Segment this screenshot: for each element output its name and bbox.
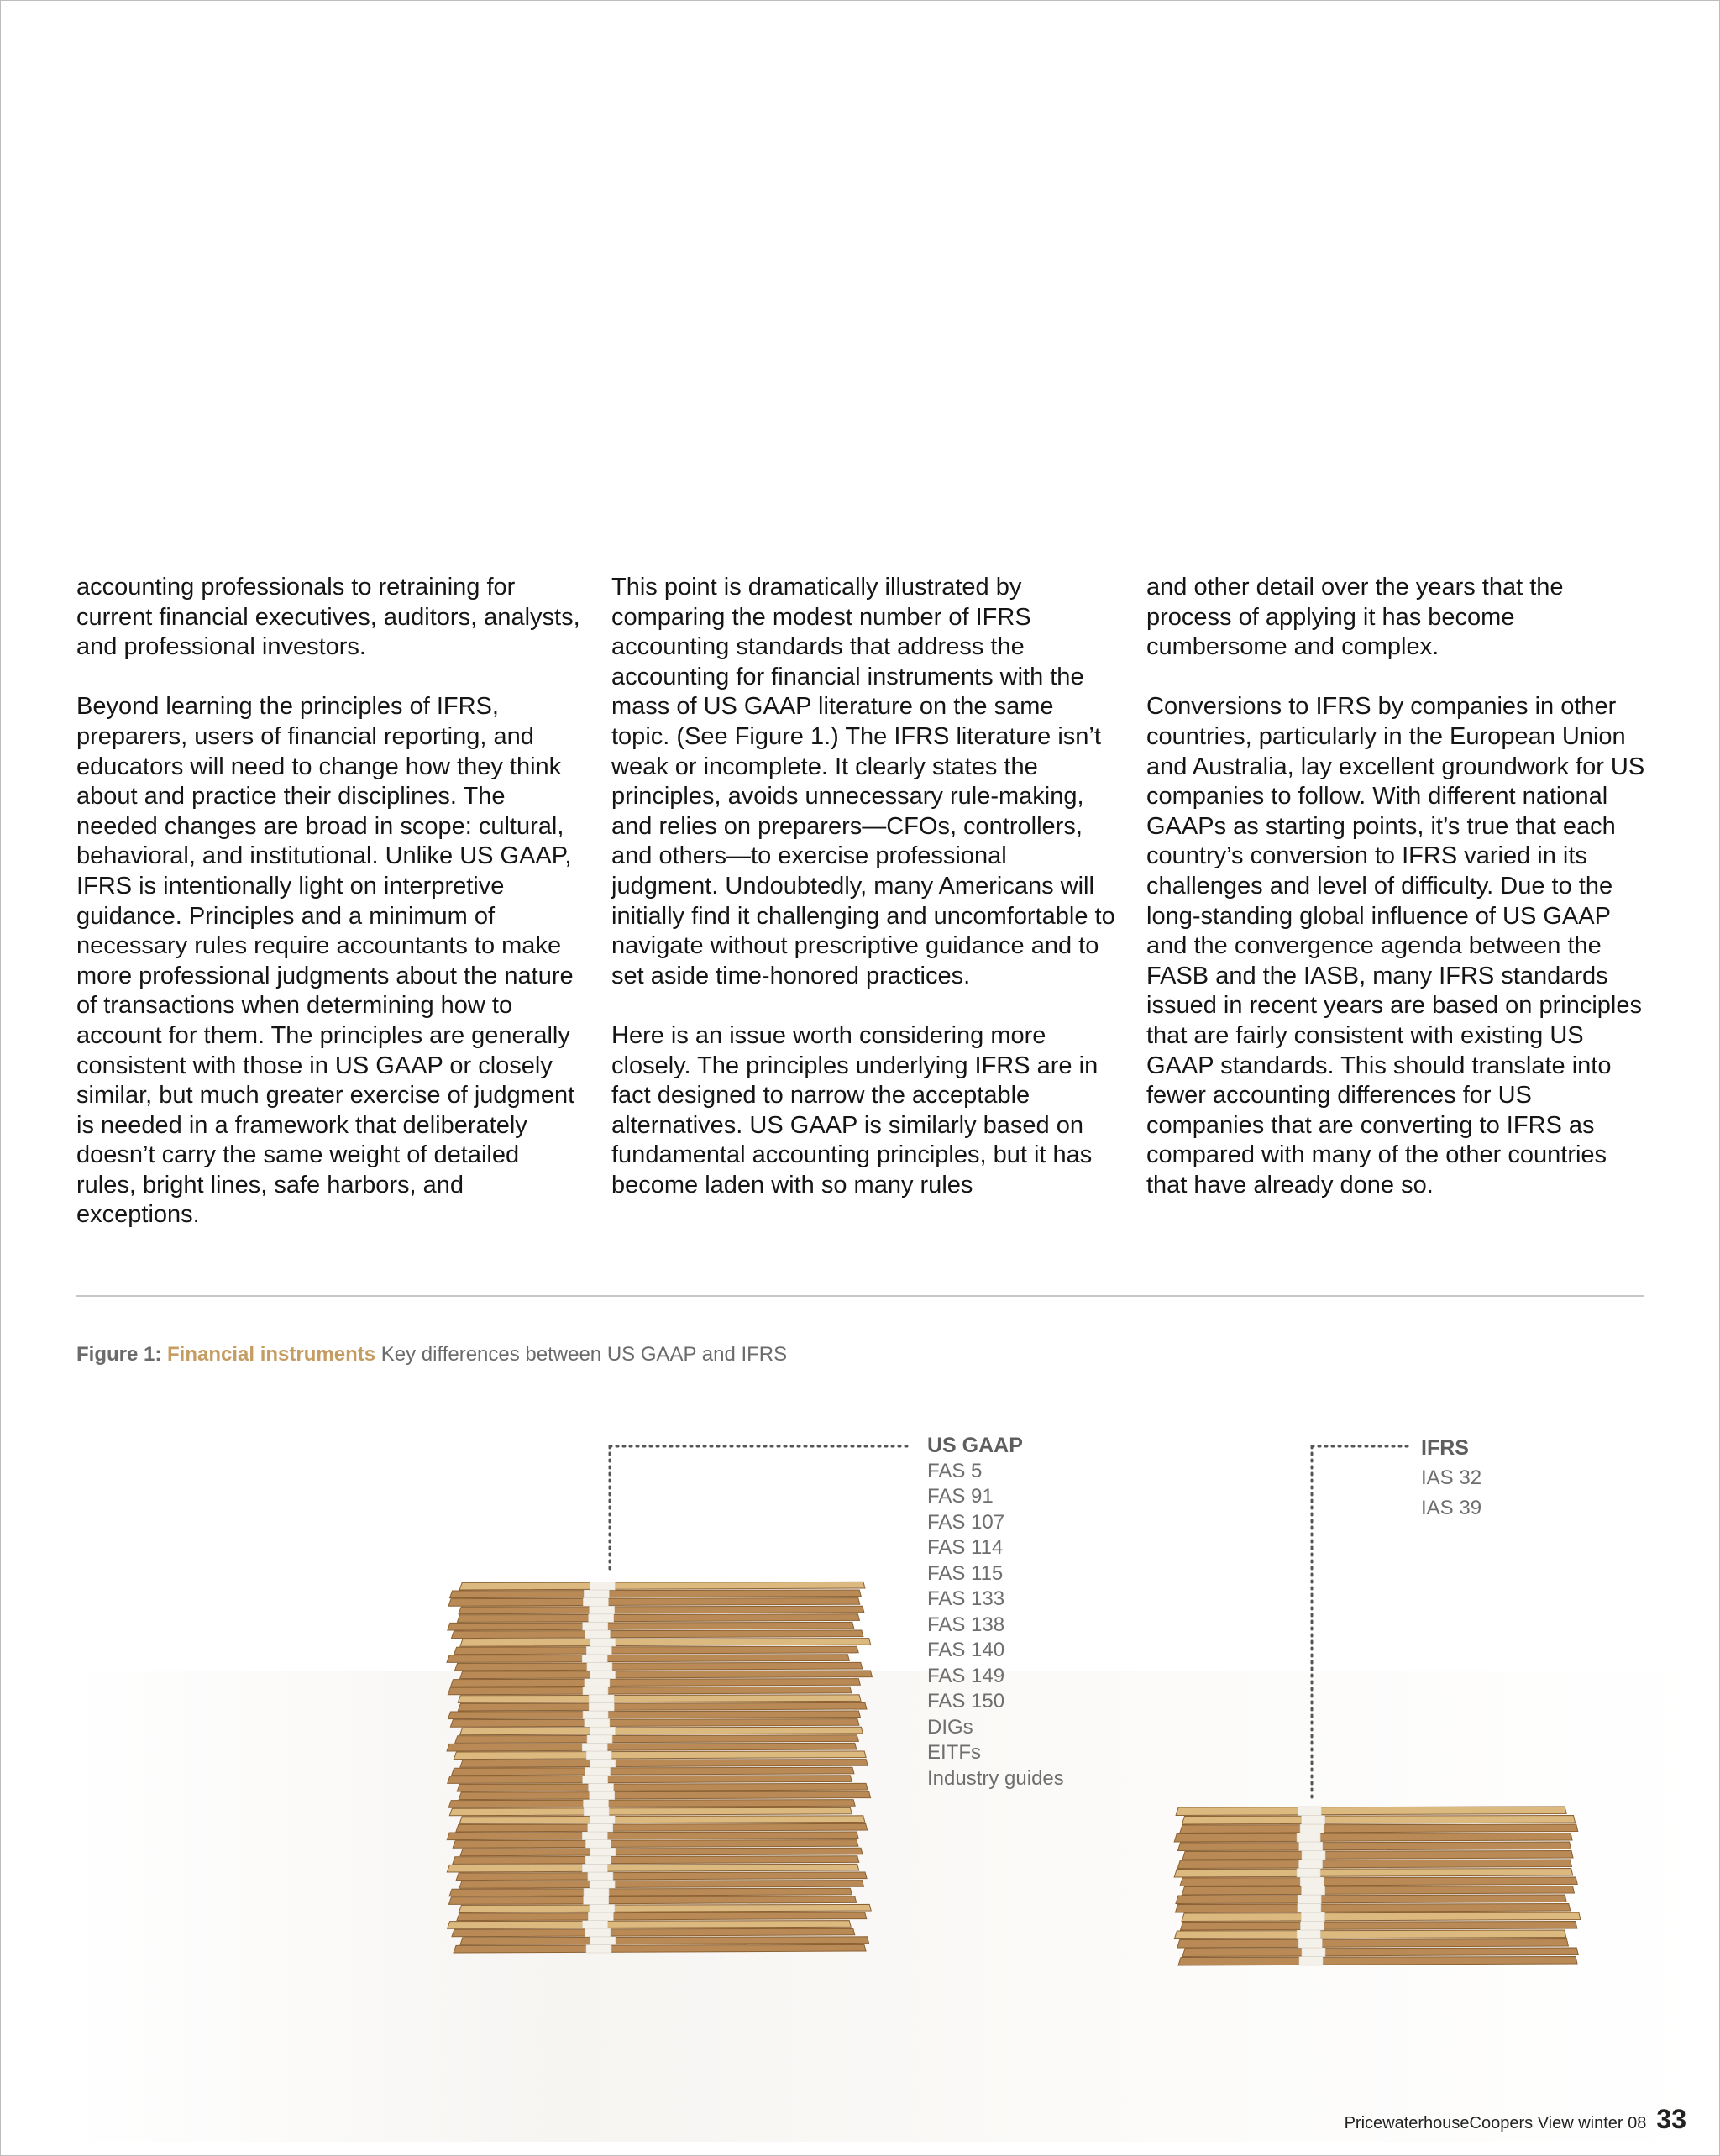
folder-layer [447, 1655, 849, 1663]
folder-layer [448, 1622, 854, 1630]
binding-band-segment [583, 1711, 608, 1719]
ifrs-leader-line [1293, 1428, 1419, 1806]
binding-band-segment [585, 1856, 611, 1865]
publication-name: PricewaterhouseCoopers View winter 08 [1344, 2114, 1647, 2132]
binding-band-segment [1302, 1851, 1325, 1860]
binding-band-segment [585, 1679, 610, 1687]
binding-band-segment [1302, 1816, 1325, 1825]
folder-layer [459, 1791, 870, 1800]
us-gaap-item: FAS 114 [927, 1536, 1004, 1559]
binding-band-segment [1298, 1895, 1321, 1904]
binding-band-segment [582, 1832, 607, 1840]
figure-label: Figure 1: [76, 1343, 162, 1366]
binding-band-segment [584, 1807, 609, 1816]
binding-band-segment [1300, 1877, 1324, 1886]
ifrs-standards-list [1421, 1433, 1481, 1524]
us-gaap-item: FAS 149 [927, 1664, 1005, 1687]
column-3-paragraph-1: and other detail over the years that the process of applying it has become cumbersome and complex. [1146, 574, 1564, 661]
binding-band-segment [1298, 1904, 1321, 1913]
us-gaap-item: FAS 107 [927, 1510, 1005, 1534]
folder-layer [1182, 1912, 1581, 1922]
folder-layer [459, 1582, 865, 1590]
folder-layer [448, 1896, 856, 1905]
binding-band-segment [590, 1671, 616, 1679]
folder-layer [449, 1807, 852, 1816]
us-gaap-item: FAS 150 [927, 1690, 1005, 1713]
folder-layer [1177, 1860, 1571, 1869]
folder-layer [447, 1743, 857, 1751]
us-gaap-item: DIGs [927, 1715, 973, 1739]
binding-band-segment [585, 1630, 610, 1639]
folder-layer [1174, 1833, 1572, 1843]
binding-band-segment [590, 1904, 615, 1912]
binding-band-segment [588, 1912, 613, 1921]
us-gaap-item: FAS 5 [927, 1459, 983, 1482]
binding-band-segment [589, 1702, 614, 1711]
page-footer [1345, 2104, 1686, 2135]
us-gaap-item: FAS 91 [927, 1485, 994, 1508]
binding-band-segment [1299, 1957, 1323, 1966]
folder-layer [460, 1671, 873, 1679]
binding-band-segment [589, 1614, 614, 1623]
folder-layer [448, 1921, 852, 1929]
us-gaap-item: FAS 133 [927, 1587, 1005, 1610]
binding-band-segment [583, 1622, 608, 1630]
folder-layer [453, 1856, 859, 1865]
binding-band-segment [590, 1582, 615, 1590]
us-gaap-title: US GAAP [927, 1434, 1023, 1457]
folder-layer [1178, 1957, 1577, 1966]
folder-layer [460, 1760, 868, 1768]
folder-layer [1174, 1869, 1573, 1878]
binding-band-segment [582, 1743, 607, 1751]
folder-layer [1176, 1807, 1566, 1816]
section-divider [76, 1295, 1644, 1297]
text-column-2 [611, 573, 1115, 1230]
us-gaap-item: FAS 115 [927, 1561, 1004, 1585]
binding-band-segment [1297, 1930, 1320, 1939]
folder-layer [451, 1679, 861, 1687]
binding-band-segment [590, 1791, 615, 1800]
binding-band-segment [586, 1751, 611, 1760]
us-gaap-item: Industry guides [927, 1766, 1064, 1790]
binding-band-segment [589, 1783, 614, 1791]
folder-layer [1177, 1939, 1569, 1949]
binding-band-segment [590, 1760, 616, 1768]
binding-band-segment [1300, 1824, 1324, 1833]
ifrs-title: IFRS [1421, 1436, 1469, 1460]
us-gaap-standards-list [927, 1433, 1064, 1791]
binding-band-segment [583, 1776, 608, 1784]
binding-band-segment [588, 1823, 613, 1832]
binding-band-segment [586, 1646, 611, 1655]
folder-layer [1177, 1842, 1571, 1851]
folder-layer [460, 1848, 863, 1856]
ifrs-item: IAS 39 [1421, 1497, 1482, 1519]
binding-band-segment [585, 1767, 611, 1776]
column-3-paragraph-2: Conversions to IFRS by companies in other countries, particularly in the European Union and Australia, lay excellent groundwork for US companies to follow. With different national GAAPs as starting points, it’s true that each country’s conversion to IFRS varied in its challenges and level of difficulty. Due to the long-standing global influence of US GAAP and the convergence agenda between the FASB and the IASB, many IFRS standards issued in recent years are based on principles that are fairly consistent with existing US GAAP standards. This should translate into fewer accounting differences for US companies that are converting to IFRS as compared with many of the other countries that have already done so. [1146, 693, 1645, 1199]
folder-layer [448, 1711, 860, 1719]
binding-band-segment [1299, 1860, 1323, 1869]
binding-band-segment [582, 1655, 607, 1663]
folder-layer [448, 1776, 852, 1784]
binding-band-segment [1297, 1833, 1320, 1843]
folder-layer [459, 1904, 871, 1912]
folder-layer [457, 1783, 868, 1791]
binding-band-segment [583, 1921, 608, 1929]
folder-layer [447, 1832, 858, 1840]
folder-layer [459, 1606, 864, 1614]
folder-layer [1180, 1922, 1576, 1931]
folder-layer [460, 1727, 863, 1735]
figure-caption [76, 1343, 787, 1367]
binding-band-segment [1301, 1912, 1324, 1922]
folder-layer [1182, 1948, 1578, 1957]
binding-band-segment [583, 1687, 608, 1695]
binding-band-segment [1298, 1807, 1321, 1816]
ifrs-item: IAS 32 [1421, 1466, 1482, 1489]
binding-band-segment [590, 1727, 616, 1735]
page-number: 33 [1656, 2104, 1686, 2134]
binding-band-segment [589, 1695, 614, 1703]
binding-band-segment [590, 1881, 615, 1889]
ifrs-folder-stack [1172, 1793, 1592, 1974]
column-2-paragraph-2: Here is an issue worth considering more closely. The principles underlying IFRS are in fact designed to narrow the acceptable alternatives. US GAAP is similarly based on fundamental accounting principles, but it has become laden with so many rules [611, 1021, 1099, 1199]
folder-layer [460, 1937, 869, 1945]
folder-layer [1176, 1904, 1571, 1913]
folder-layer [459, 1816, 865, 1824]
folder-layer [1182, 1851, 1573, 1860]
folder-layer [1174, 1930, 1565, 1939]
binding-band-segment [584, 1590, 609, 1598]
folder-layer [448, 1687, 852, 1695]
us-gaap-folder-stack [437, 1558, 873, 1961]
binding-band-segment [590, 1606, 615, 1614]
text-column-1 [76, 573, 580, 1261]
folder-layer [454, 1646, 859, 1655]
folder-layer [455, 1735, 859, 1744]
folder-layer [452, 1928, 855, 1937]
folder-layer [458, 1702, 867, 1711]
binding-band-segment [1302, 1886, 1325, 1896]
binding-band-segment [590, 1639, 616, 1647]
binding-band-segment [586, 1944, 611, 1953]
binding-band-segment [590, 1937, 616, 1945]
folder-layer [449, 1888, 852, 1896]
binding-band-segment [587, 1735, 612, 1744]
binding-band-segment [585, 1719, 610, 1728]
figure-topic: Financial instruments [167, 1343, 376, 1366]
binding-band-segment [590, 1816, 615, 1824]
figure-description: Key differences between US GAAP and IFRS [380, 1343, 788, 1366]
folder-layer [1180, 1824, 1578, 1833]
folder-layer [447, 1864, 858, 1872]
binding-band-segment [1297, 1869, 1320, 1878]
folder-layer [449, 1590, 861, 1598]
binding-band-segment [583, 1598, 608, 1607]
folder-layer [448, 1598, 860, 1607]
us-gaap-item: FAS 138 [927, 1613, 1005, 1636]
folder-layer [1182, 1886, 1574, 1896]
folder-layer [457, 1614, 859, 1623]
us-gaap-item: EITFs [927, 1741, 981, 1764]
folder-layer [460, 1639, 871, 1647]
binding-band-segment [590, 1848, 616, 1856]
folder-layer [450, 1719, 859, 1728]
folder-layer [451, 1630, 863, 1639]
us-gaap-leader-line [588, 1428, 924, 1579]
folder-layer [455, 1662, 863, 1671]
binding-band-segment [1299, 1842, 1323, 1851]
binding-band-segment [584, 1888, 609, 1896]
folder-layer [456, 1823, 868, 1832]
folder-layer [458, 1695, 861, 1703]
binding-band-segment [587, 1662, 612, 1671]
column-2-paragraph-1: This point is dramatically illustrated by comparing the modest number of IFRS accounting standards that address the accounting for financial instruments with the mass of US GAAP literature on the same topic. (See Figure 1.) The IFRS literature isn’t weak or incomplete. It clearly states the principles, avoids unnecessary rule-making, and relies on preparers—CFOs, controllers, and others—to exercise professional judgment. Undoubtedly, many Americans will initially find it challenging and uncomfortable to navigate without prescriptive guidance and to set aside time-honored practices. [611, 574, 1115, 989]
folder-layer [456, 1872, 867, 1881]
folder-layer [454, 1944, 866, 1953]
folder-layer [1176, 1895, 1566, 1904]
folder-layer [448, 1800, 855, 1808]
binding-band-segment [584, 1896, 609, 1905]
binding-band-segment [1300, 1922, 1324, 1931]
binding-band-segment [588, 1872, 613, 1881]
folder-layer [454, 1751, 866, 1760]
binding-band-segment [1302, 1948, 1325, 1957]
column-1-paragraph-1: accounting professionals to retraining for current financial executives, auditors, analysts, and professional investors. [76, 574, 580, 661]
folder-layer [453, 1840, 858, 1849]
binding-band-segment [585, 1840, 611, 1849]
folder-layer [1182, 1816, 1575, 1825]
binding-band-segment [1298, 1939, 1322, 1949]
us-gaap-item: FAS 140 [927, 1639, 1005, 1661]
folder-layer [457, 1912, 867, 1921]
binding-band-segment [584, 1800, 609, 1808]
binding-band-segment [585, 1928, 611, 1937]
binding-band-segment [582, 1864, 607, 1872]
folder-layer [452, 1767, 854, 1776]
folder-layer [459, 1881, 864, 1889]
column-1-paragraph-2: Beyond learning the principles of IFRS, preparers, users of financial reporting, and educators will need to change how they think about and practice their disciplines. The needed changes are broad in scope: cultural, behavioral, and institutional. Unlike US GAAP, IFRS is intentionally light on interpretive guidance. Principles and a minimum of necessary rules require accountants to make more professional judgments about the nature of transactions when determining how to account for them. The principles are generally consistent with those in US GAAP or closely similar, but much greater exercise of judgment is needed in a framework that deliberately doesn’t carry the same weight of detailed rules, bright lines, safe harbors, and exceptions. [76, 693, 575, 1229]
folder-layer [1180, 1877, 1577, 1886]
text-column-3 [1146, 573, 1654, 1230]
